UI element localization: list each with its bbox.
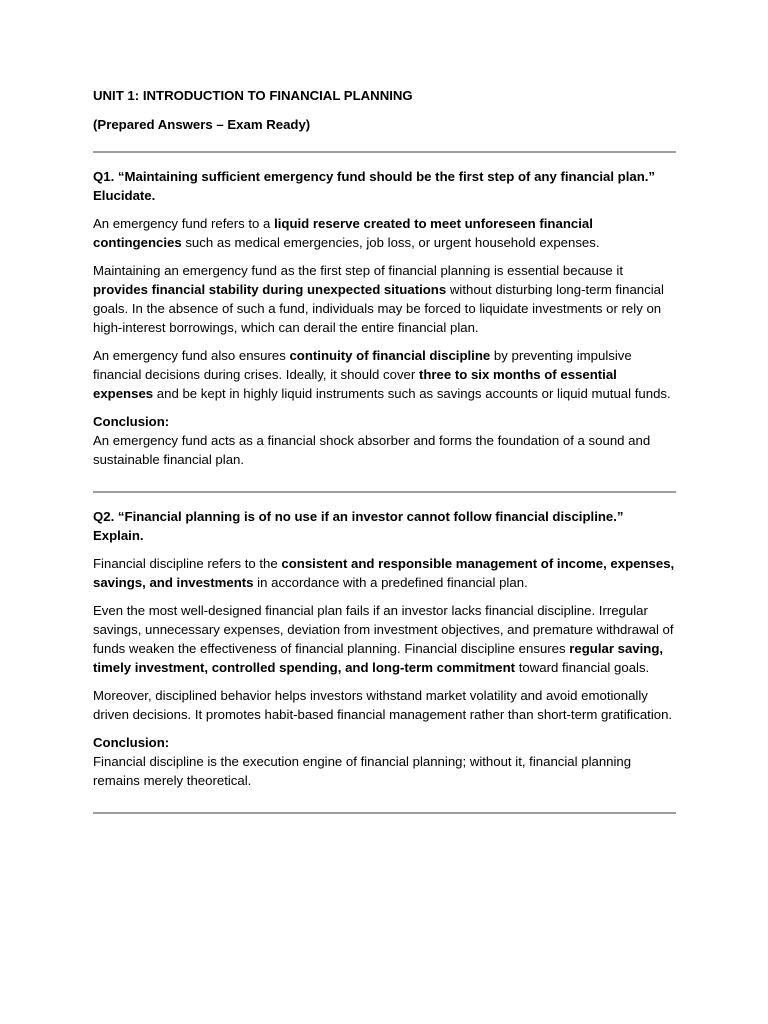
page-title: UNIT 1: INTRODUCTION TO FINANCIAL PLANNING — [93, 88, 413, 103]
q1-p2-text-a: Maintaining an emergency fund as the first step of financial planning is essential because it — [93, 263, 624, 278]
q2-paragraph-1 — [93, 554, 676, 592]
q1-conclusion — [93, 412, 676, 469]
q1-p2-text-c: without disturbing long-term financial goals. In the absence of such a fund, individuals may be forced to liquidate investments or rely on high-interest borrowings, which can derail the entire financial plan. — [93, 282, 664, 335]
q1-p1-text-c: such as medical emergencies, job loss, or urgent household expenses. — [181, 235, 600, 250]
q2-p1-bold-b: consistent and responsible management of income, expenses, savings, and investments — [93, 556, 675, 590]
q2-p2-bold-b: regular saving, timely investment, controlled spending, and long-term commitment — [93, 641, 664, 675]
document-page — [93, 86, 676, 814]
q1-p3-bold-d: three to six months of essential expenses — [93, 367, 617, 401]
q1-p3-text-a: An emergency fund also ensures — [93, 348, 290, 363]
question-1-section — [93, 167, 676, 469]
q1-conclusion-label: Conclusion: — [93, 414, 170, 429]
page-subtitle: (Prepared Answers – Exam Ready) — [93, 117, 311, 132]
q2-conclusion-label: Conclusion: — [93, 735, 170, 750]
q1-p1-bold-b: liquid reserve created to meet unforeseen financial contingencies — [93, 216, 593, 250]
q1-conclusion-text: An emergency fund acts as a financial shock absorber and forms the foundation of a sound and sustainable financial plan. — [93, 433, 651, 467]
section-divider — [93, 812, 676, 814]
q1-p3-text-e: and be kept in highly liquid instruments such as savings accounts or liquid mutual funds. — [153, 386, 671, 401]
q1-paragraph-1 — [93, 214, 676, 252]
q1-p1-text-a: An emergency fund refers to a — [93, 216, 275, 231]
question-2-section — [93, 507, 676, 790]
q1-p3-bold-b: continuity of financial discipline — [289, 348, 491, 363]
q1-paragraph-3 — [93, 346, 676, 403]
q2-paragraph-3: Moreover, disciplined behavior helps investors withstand market volatility and avoid emotionally driven decisions. It promotes habit-based financial management rather than short-term gratification. — [93, 688, 673, 722]
question-2-heading: Q2. “Financial planning is of no use if an investor cannot follow financial discipline.” Explain. — [93, 509, 624, 543]
q2-p2-text-a: Even the most well-designed financial plan fails if an investor lacks financial discipline. Irregular savings, unnecessary expenses, deviation from investment objectives, and premature withdrawal of funds weaken the effectiveness of financial planning. Financial discipline ensures — [93, 603, 674, 656]
question-1-heading: Q1. “Maintaining sufficient emergency fund should be the first step of any financial plan.” Elucidate. — [93, 169, 656, 203]
q2-p1-text-c: in accordance with a predefined financial plan. — [253, 575, 528, 590]
q1-p2-bold-b: provides financial stability during unexpected situations — [93, 282, 447, 297]
section-divider — [93, 491, 676, 493]
q2-p1-text-a: Financial discipline refers to the — [93, 556, 282, 571]
section-divider — [93, 151, 676, 153]
q2-paragraph-2 — [93, 601, 676, 677]
q1-paragraph-2 — [93, 261, 676, 337]
q2-conclusion-text: Financial discipline is the execution engine of financial planning; without it, financial planning remains merely theoretical. — [93, 754, 632, 788]
q1-p3-text-c: by preventing impulsive financial decisions during crises. Ideally, it should cover — [93, 348, 632, 382]
q2-conclusion — [93, 733, 676, 790]
q2-p2-text-c: toward financial goals. — [515, 660, 650, 675]
